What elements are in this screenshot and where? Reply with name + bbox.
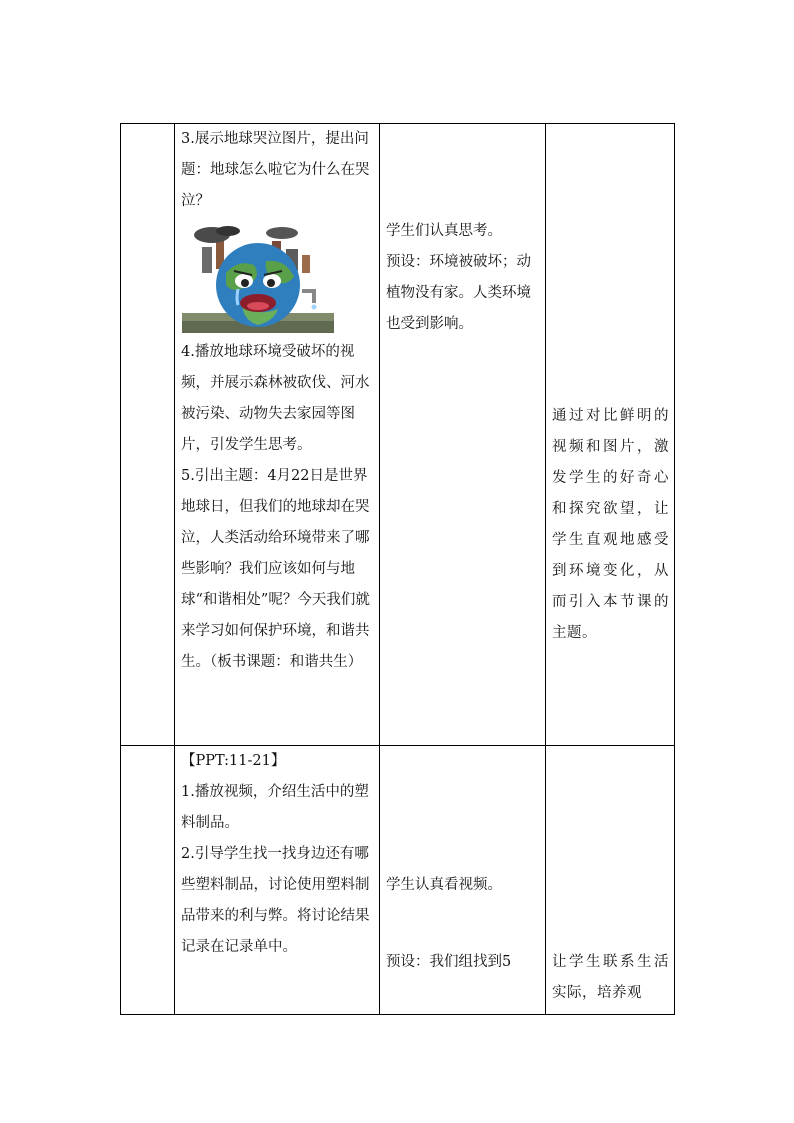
ppt-reference: 【PPT:11-21】 (181, 753, 286, 769)
student-response-1: 学生认真看视频。 (386, 877, 502, 893)
design-intent-cell (546, 746, 675, 1015)
student-response-1: 学生们认真思考。 (386, 223, 502, 239)
teacher-activity-cell (175, 746, 380, 1015)
activity-item-3: 3.展示地球哭泣图片，提出问题：地球怎么啦它为什么在哭泣？ (181, 131, 370, 209)
activity-item-4: 4.播放地球环境受破坏的视频，并展示森林被砍伐、河水被污染、动物失去家园等图片，引发学生思考。 (181, 344, 370, 453)
stage-cell (121, 746, 175, 1015)
stage-cell (121, 124, 175, 746)
student-response-2: 预设：环境被破坏；动植物没有家。人类环境也受到影响。 (386, 254, 531, 332)
student-activity-cell (380, 124, 546, 746)
activity-item-2: 2.引导学生找一找身边还有哪些塑料制品，讨论使用塑料制品带来的利与弊。将讨论结果记录在记录单中。 (181, 846, 370, 955)
activity-item-5: 5.引出主题：4月22日是世界地球日，但我们的地球却在哭泣，人类活动给环境带来了哪些影响？我们应该如何与地球“和谐相处”呢？今天我们就来学习如何保护环境，和谐共生。（板书课题：和谐共生） (181, 468, 370, 670)
table-row (121, 124, 675, 746)
student-response-2: 预设：我们组找到5 (386, 954, 512, 970)
student-activity-cell (380, 746, 546, 1015)
teacher-activity-cell (175, 124, 380, 746)
activity-item-1: 1.播放视频，介绍生活中的塑料制品。 (181, 784, 369, 831)
design-intent-cell (546, 124, 675, 746)
crying-earth-icon (182, 225, 334, 333)
lesson-plan-table (120, 123, 675, 1015)
design-intent-text: 让学生联系生活实际，培养观 (552, 954, 669, 1001)
design-intent-text: 通过对比鲜明的视频和图片，激发学生的好奇心和探究欲望，让学生直观地感受到环境变化，从而引入本节课的主题。 (552, 408, 669, 641)
table-row (121, 746, 675, 1015)
